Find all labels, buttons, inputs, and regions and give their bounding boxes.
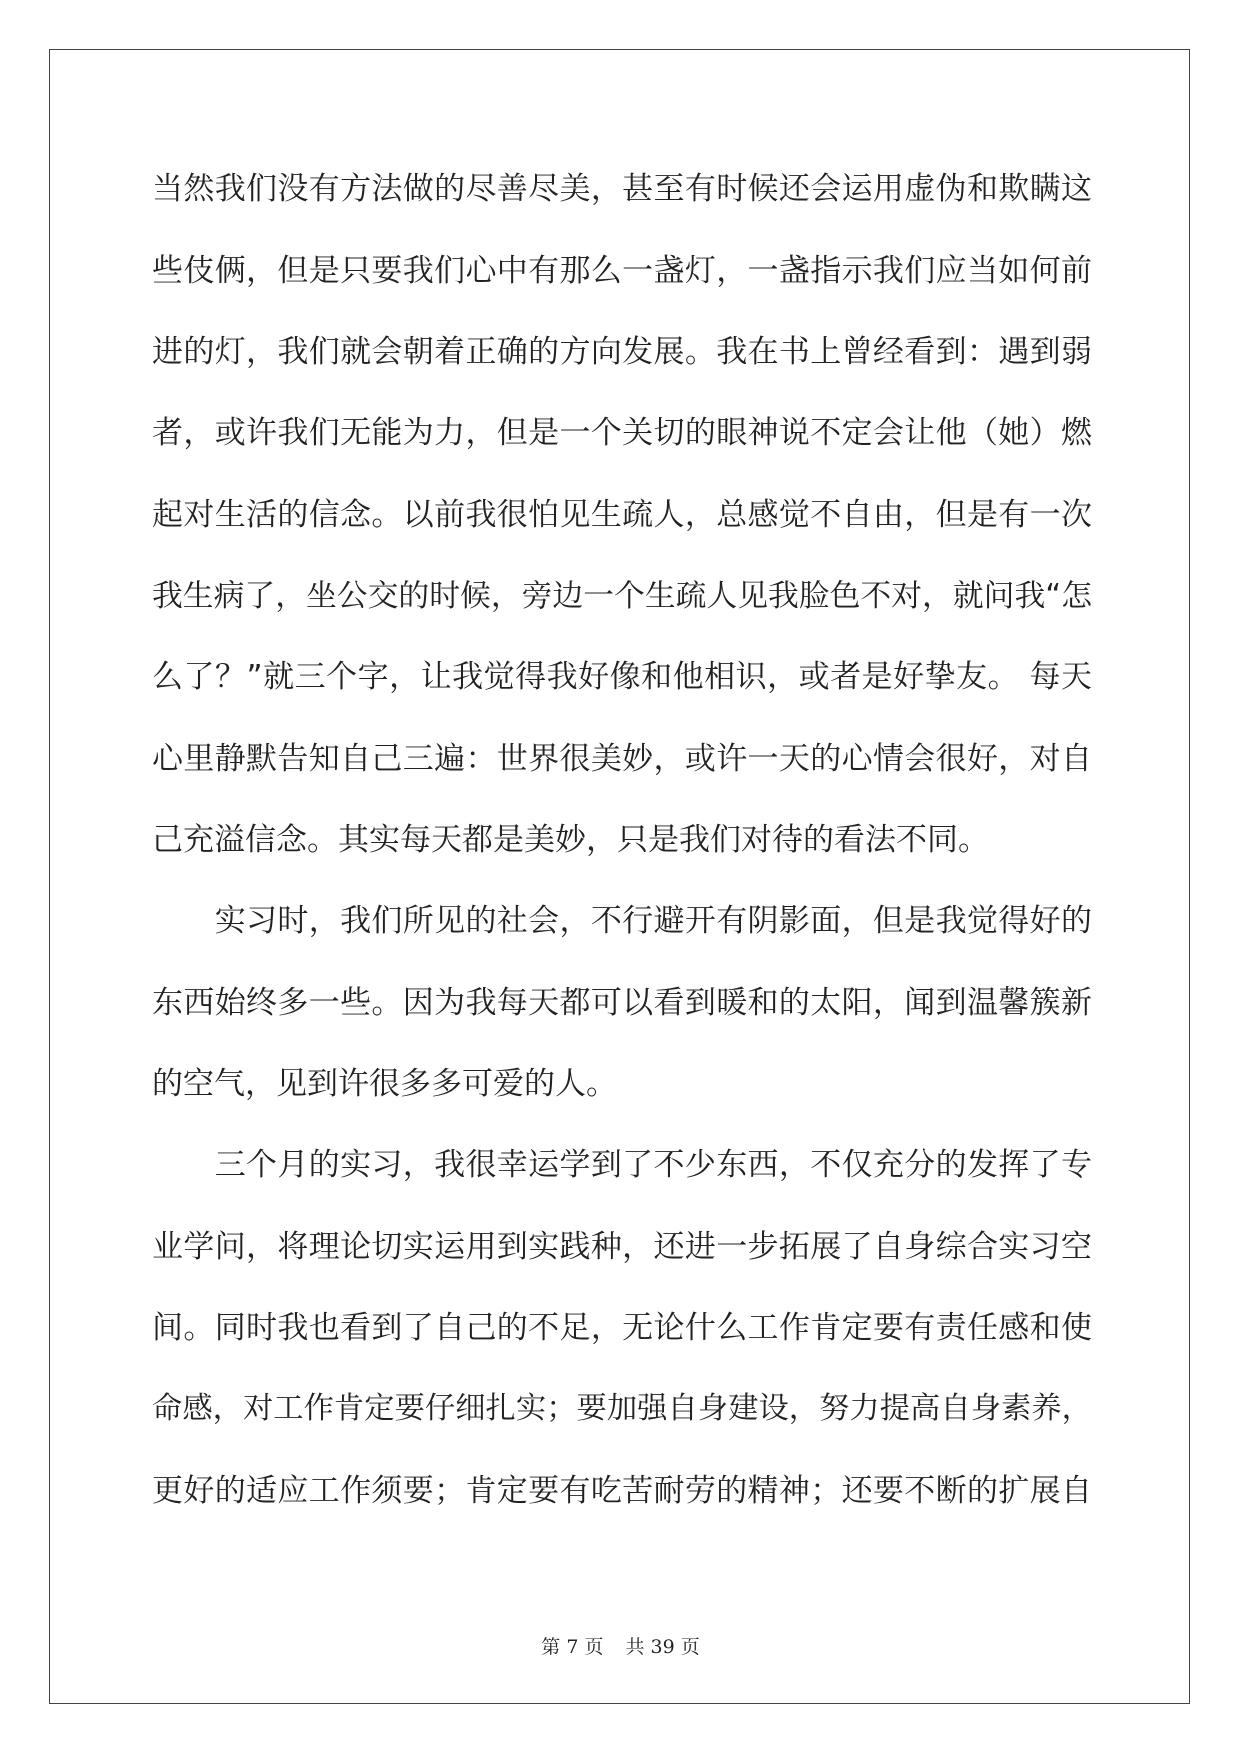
text-line: 间。同时我也看到了自己的不足，无论什么工作肯定要有责任感和使 bbox=[152, 1310, 1092, 1346]
text-line: 当然我们没有方法做的尽善尽美，甚至有时候还会运用虚伪和欺瞒这 bbox=[152, 171, 1092, 207]
text-line: 更好的适应工作须要；肯定要有吃苦耐劳的精神；还要不断的扩展自 bbox=[152, 1473, 1092, 1509]
text-line: 的空气，见到许很多多可爱的人。 bbox=[152, 1066, 617, 1102]
text-line: 东西始终多一些。因为我每天都可以看到暖和的太阳，闻到温馨簇新 bbox=[152, 985, 1092, 1021]
text-line: 心里静默告知自己三遍：世界很美妙，或许一天的心情会很好，对自 bbox=[152, 741, 1092, 777]
text-line: 些伎俩，但是只要我们心中有那么一盏灯，一盏指示我们应当如何前 bbox=[152, 253, 1092, 289]
text-line: 实习时，我们所见的社会，不行避开有阴影面，但是我觉得好的 bbox=[152, 903, 1092, 939]
text-line: 么了？”就三个字，让我觉得我好像和他相识，或者是好挚友。 每天 bbox=[152, 659, 1092, 695]
text-line: 三个月的实习，我很幸运学到了不少东西，不仅充分的发挥了专 bbox=[152, 1147, 1092, 1183]
text-line: 起对生活的信念。以前我很怕见生疏人，总感觉不自由，但是有一次 bbox=[152, 497, 1092, 533]
text-line: 我生病了，坐公交的时候，旁边一个生疏人见我脸色不对，就问我“怎 bbox=[152, 578, 1092, 614]
text-line: 者，或许我们无能为力，但是一个关切的眼神说不定会让他（她）燃 bbox=[152, 415, 1092, 451]
page-border bbox=[49, 49, 1190, 1704]
text-line: 业学问，将理论切实运用到实践种，还进一步拓展了自身综合实习空 bbox=[152, 1229, 1092, 1265]
page-total: 共 39 页 bbox=[625, 1636, 700, 1658]
page-number: 第 7 页 bbox=[541, 1636, 604, 1658]
text-line: 命感，对工作肯定要仔细扎实；要加强自身建设，努力提高自身素养， bbox=[152, 1391, 1092, 1426]
text-line: 己充溢信念。其实每天都是美妙，只是我们对待的看法不同。 bbox=[152, 822, 989, 858]
text-line: 进的灯，我们就会朝着正确的方向发展。我在书上曾经看到：遇到弱 bbox=[152, 334, 1092, 370]
page-footer bbox=[0, 1632, 1241, 1659]
